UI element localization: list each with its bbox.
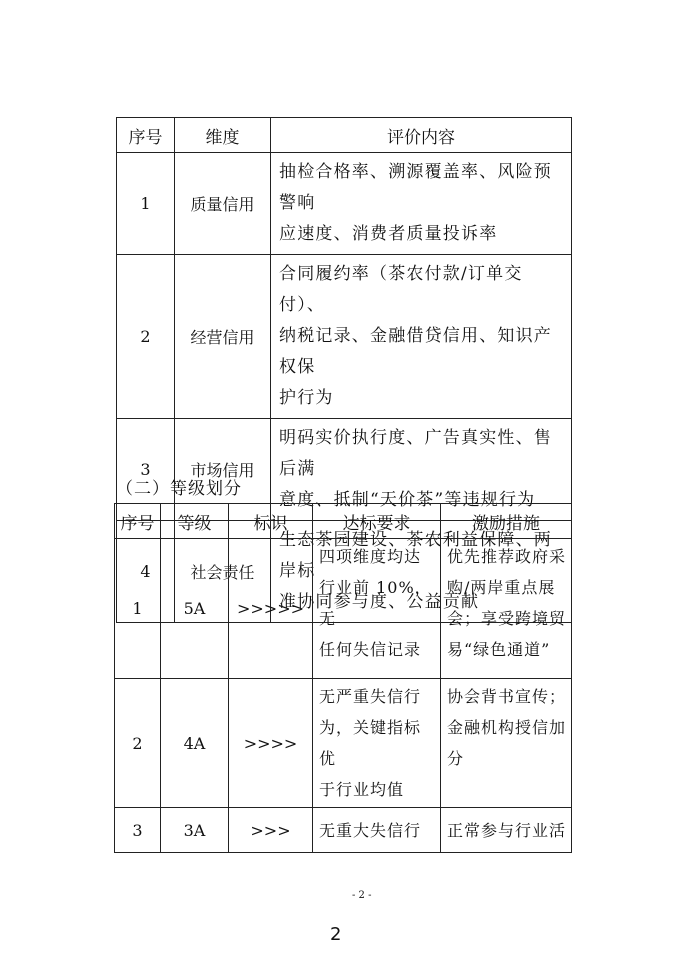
grade-cell: 5A — [161, 539, 229, 679]
table-row — [115, 679, 572, 808]
page-number: 2 — [330, 924, 342, 945]
requirement-line: 任何失信记录 — [319, 640, 422, 659]
grade-cell: 3A — [161, 808, 229, 853]
dimension-cell: 市场信用 — [175, 419, 271, 521]
row-number: 3 — [115, 808, 161, 853]
header-cell: 标识 — [229, 504, 313, 539]
table-row — [115, 808, 572, 853]
row-number: 1 — [117, 153, 175, 255]
requirement-line: 于行业均值 — [319, 780, 405, 799]
incentive-line: 正常参与行业活 — [447, 820, 567, 840]
header-cell: 等级 — [161, 504, 229, 539]
content-line: 应速度、消费者质量投诉率 — [279, 224, 498, 244]
incentive-line: 购/两岸重点展 — [447, 578, 556, 597]
row-number: 3 — [117, 419, 175, 521]
dimension-cell: 经营信用 — [175, 255, 271, 419]
table-row — [117, 153, 572, 255]
page-mark: - 2 - — [352, 890, 372, 901]
table-row — [115, 539, 572, 679]
table-header-row — [115, 504, 572, 539]
incentive-line: 分 — [447, 749, 465, 768]
header-cell: 激励措施 — [441, 504, 572, 539]
requirement-line: 行业前 10%，无 — [319, 578, 432, 628]
evaluation-content — [271, 255, 572, 419]
requirement-line: 无严重失信行 — [319, 687, 422, 706]
header-cell: 序号 — [117, 118, 175, 153]
requirement-line: 四项维度均达 — [319, 547, 422, 566]
content-line: 准协同参与度、公益贡献 — [279, 592, 480, 612]
table-row — [117, 255, 572, 419]
requirement-line: 无重大失信行 — [319, 820, 422, 840]
mark-cell: >>>>> — [229, 539, 313, 679]
content-line: 明码实价执行度、广告真实性、售后满 — [279, 428, 552, 479]
incentive-line: 优先推荐政府采 — [447, 547, 567, 566]
content-line: 生态茶园建设、茶农利益保障、两岸标 — [279, 530, 552, 581]
dimension-cell: 社会责任 — [175, 521, 271, 623]
requirement-cell — [313, 679, 441, 808]
table-header-row — [117, 118, 572, 153]
incentive-cell — [441, 808, 572, 853]
incentive-line: 会；享受跨境贸 — [447, 609, 567, 628]
grade-cell: 4A — [161, 679, 229, 808]
content-line: 意度、抵制“天价茶”等违规行为 — [279, 490, 536, 510]
mark-cell: >>>> — [229, 679, 313, 808]
header-cell: 维度 — [175, 118, 271, 153]
incentive-line: 协会背书宣传； — [447, 687, 567, 706]
content-line: 护行为 — [279, 388, 334, 408]
requirement-cell — [313, 808, 441, 853]
row-number: 4 — [117, 521, 175, 623]
header-cell: 序号 — [115, 504, 161, 539]
incentive-cell — [441, 679, 572, 808]
row-number: 1 — [115, 539, 161, 679]
incentive-line: 金融机构授信加 — [447, 718, 567, 737]
header-cell: 达标要求 — [313, 504, 441, 539]
grade-table — [114, 503, 572, 853]
requirement-cell — [313, 539, 441, 679]
dimension-cell: 质量信用 — [175, 153, 271, 255]
row-number: 2 — [115, 679, 161, 808]
header-cell: 评价内容 — [271, 118, 572, 153]
evaluation-content — [271, 153, 572, 255]
section-heading: （二）等级划分 — [116, 479, 242, 499]
content-line: 合同履约率（茶农付款/订单交付）、 — [279, 264, 523, 315]
incentive-cell — [441, 539, 572, 679]
mark-cell: >>> — [229, 808, 313, 853]
content-line: 纳税记录、金融借贷信用、知识产权保 — [279, 326, 552, 377]
incentive-line: 易“绿色通道” — [447, 640, 551, 659]
row-number: 2 — [117, 255, 175, 419]
content-line: 抽检合格率、溯源覆盖率、风险预警响 — [279, 162, 552, 213]
requirement-line: 为，关键指标优 — [319, 718, 422, 768]
